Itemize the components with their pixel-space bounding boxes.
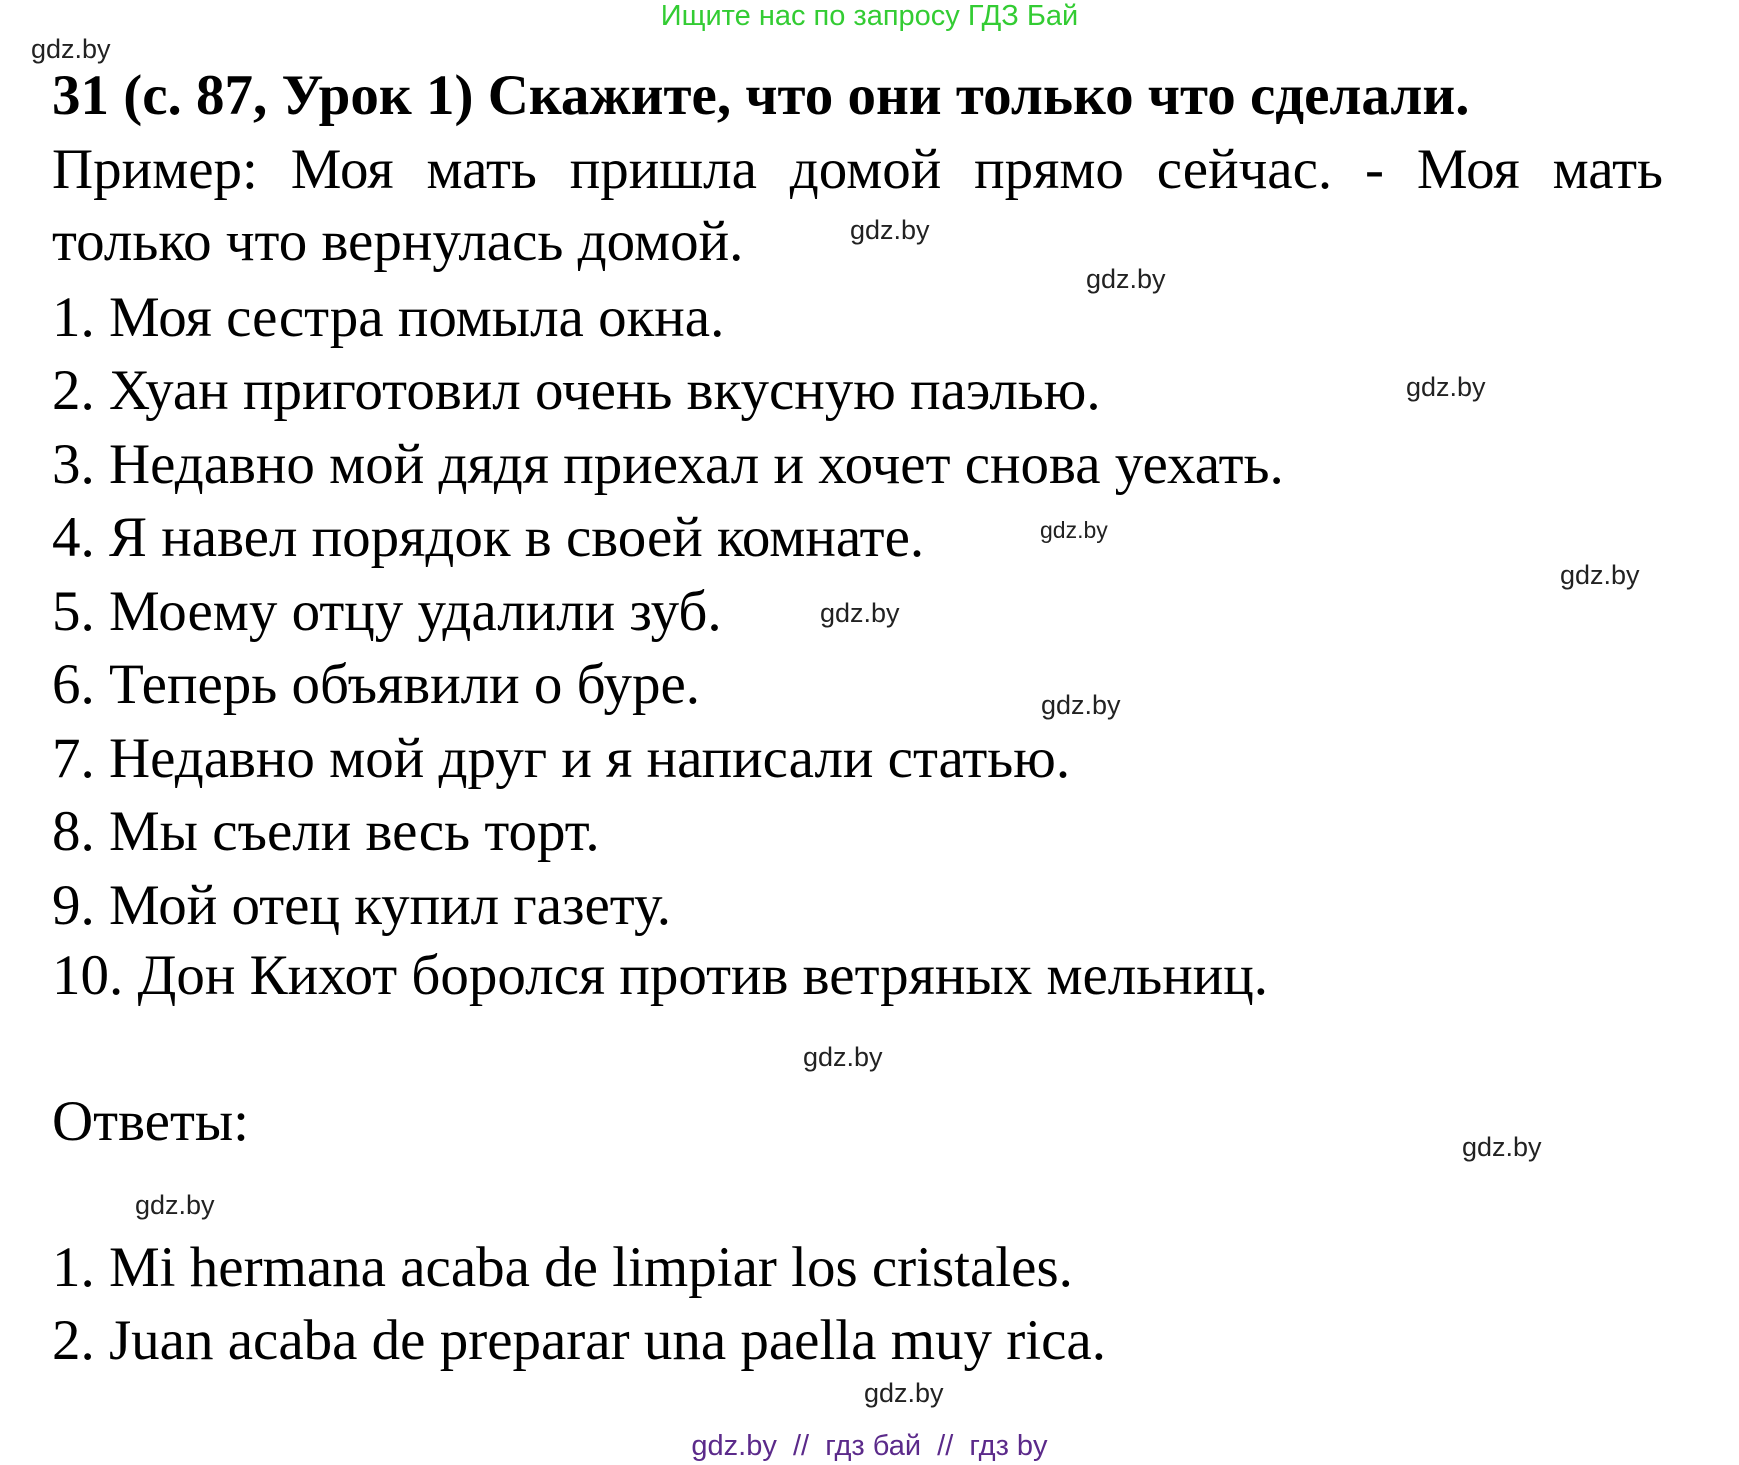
answers-heading: Ответы: — [52, 1090, 249, 1153]
watermark: gdz.by — [1086, 264, 1166, 294]
list-item: 8. Мы съели весь торт. — [52, 800, 600, 863]
list-item: 5. Моему отцу удалили зуб. — [52, 580, 722, 643]
list-item: 1. Моя сестра помыла окна. — [52, 286, 725, 349]
footer-links: gdz.by // гдз бай // гдз by — [691, 1430, 1048, 1462]
list-item: 7. Недавно мой друг и я написали статью. — [52, 727, 1071, 790]
watermark: gdz.by — [135, 1190, 215, 1220]
watermark: gdz.by — [1462, 1132, 1542, 1162]
watermark: gdz.by — [803, 1042, 883, 1072]
list-item: 6. Теперь объявили о буре. — [52, 653, 701, 716]
example-line-2: только что вернулась домой. — [52, 210, 744, 273]
exercise-title: 31 (с. 87, Урок 1) Скажите, что они только что сделали. — [52, 64, 1470, 127]
list-item: 3. Недавно мой дядя приехал и хочет снова уехать. — [52, 433, 1284, 496]
watermark: gdz.by — [1560, 560, 1640, 590]
list-item: 9. Мой отец купил газету. — [52, 874, 672, 937]
list-item: 2. Хуан приготовил очень вкусную паэлью. — [52, 359, 1101, 422]
watermark: gdz.by — [1041, 690, 1121, 720]
list-item: 4. Я навел порядок в своей комнате. — [52, 506, 925, 569]
search-banner: Ищите нас по запросу ГДЗ Бай — [660, 0, 1079, 32]
watermark: gdz.by — [1406, 372, 1486, 402]
example-line-1: Пример: Моя мать пришла домой прямо сейчас. - Моя мать — [52, 138, 1663, 201]
answer-item: 1. Mi hermana acaba de limpiar los cristales. — [52, 1236, 1073, 1299]
watermark: gdz.by — [864, 1378, 944, 1408]
answer-item: 2. Juan acaba de preparar una paella muy rica. — [52, 1309, 1106, 1372]
watermark: gdz.by — [31, 34, 111, 64]
list-item: 10. Дон Кихот боролся против ветряных мельниц. — [52, 944, 1269, 1007]
watermark: gdz.by — [850, 215, 930, 245]
watermark: gdz.by — [820, 598, 900, 628]
watermark: gdz.by — [1040, 517, 1108, 543]
